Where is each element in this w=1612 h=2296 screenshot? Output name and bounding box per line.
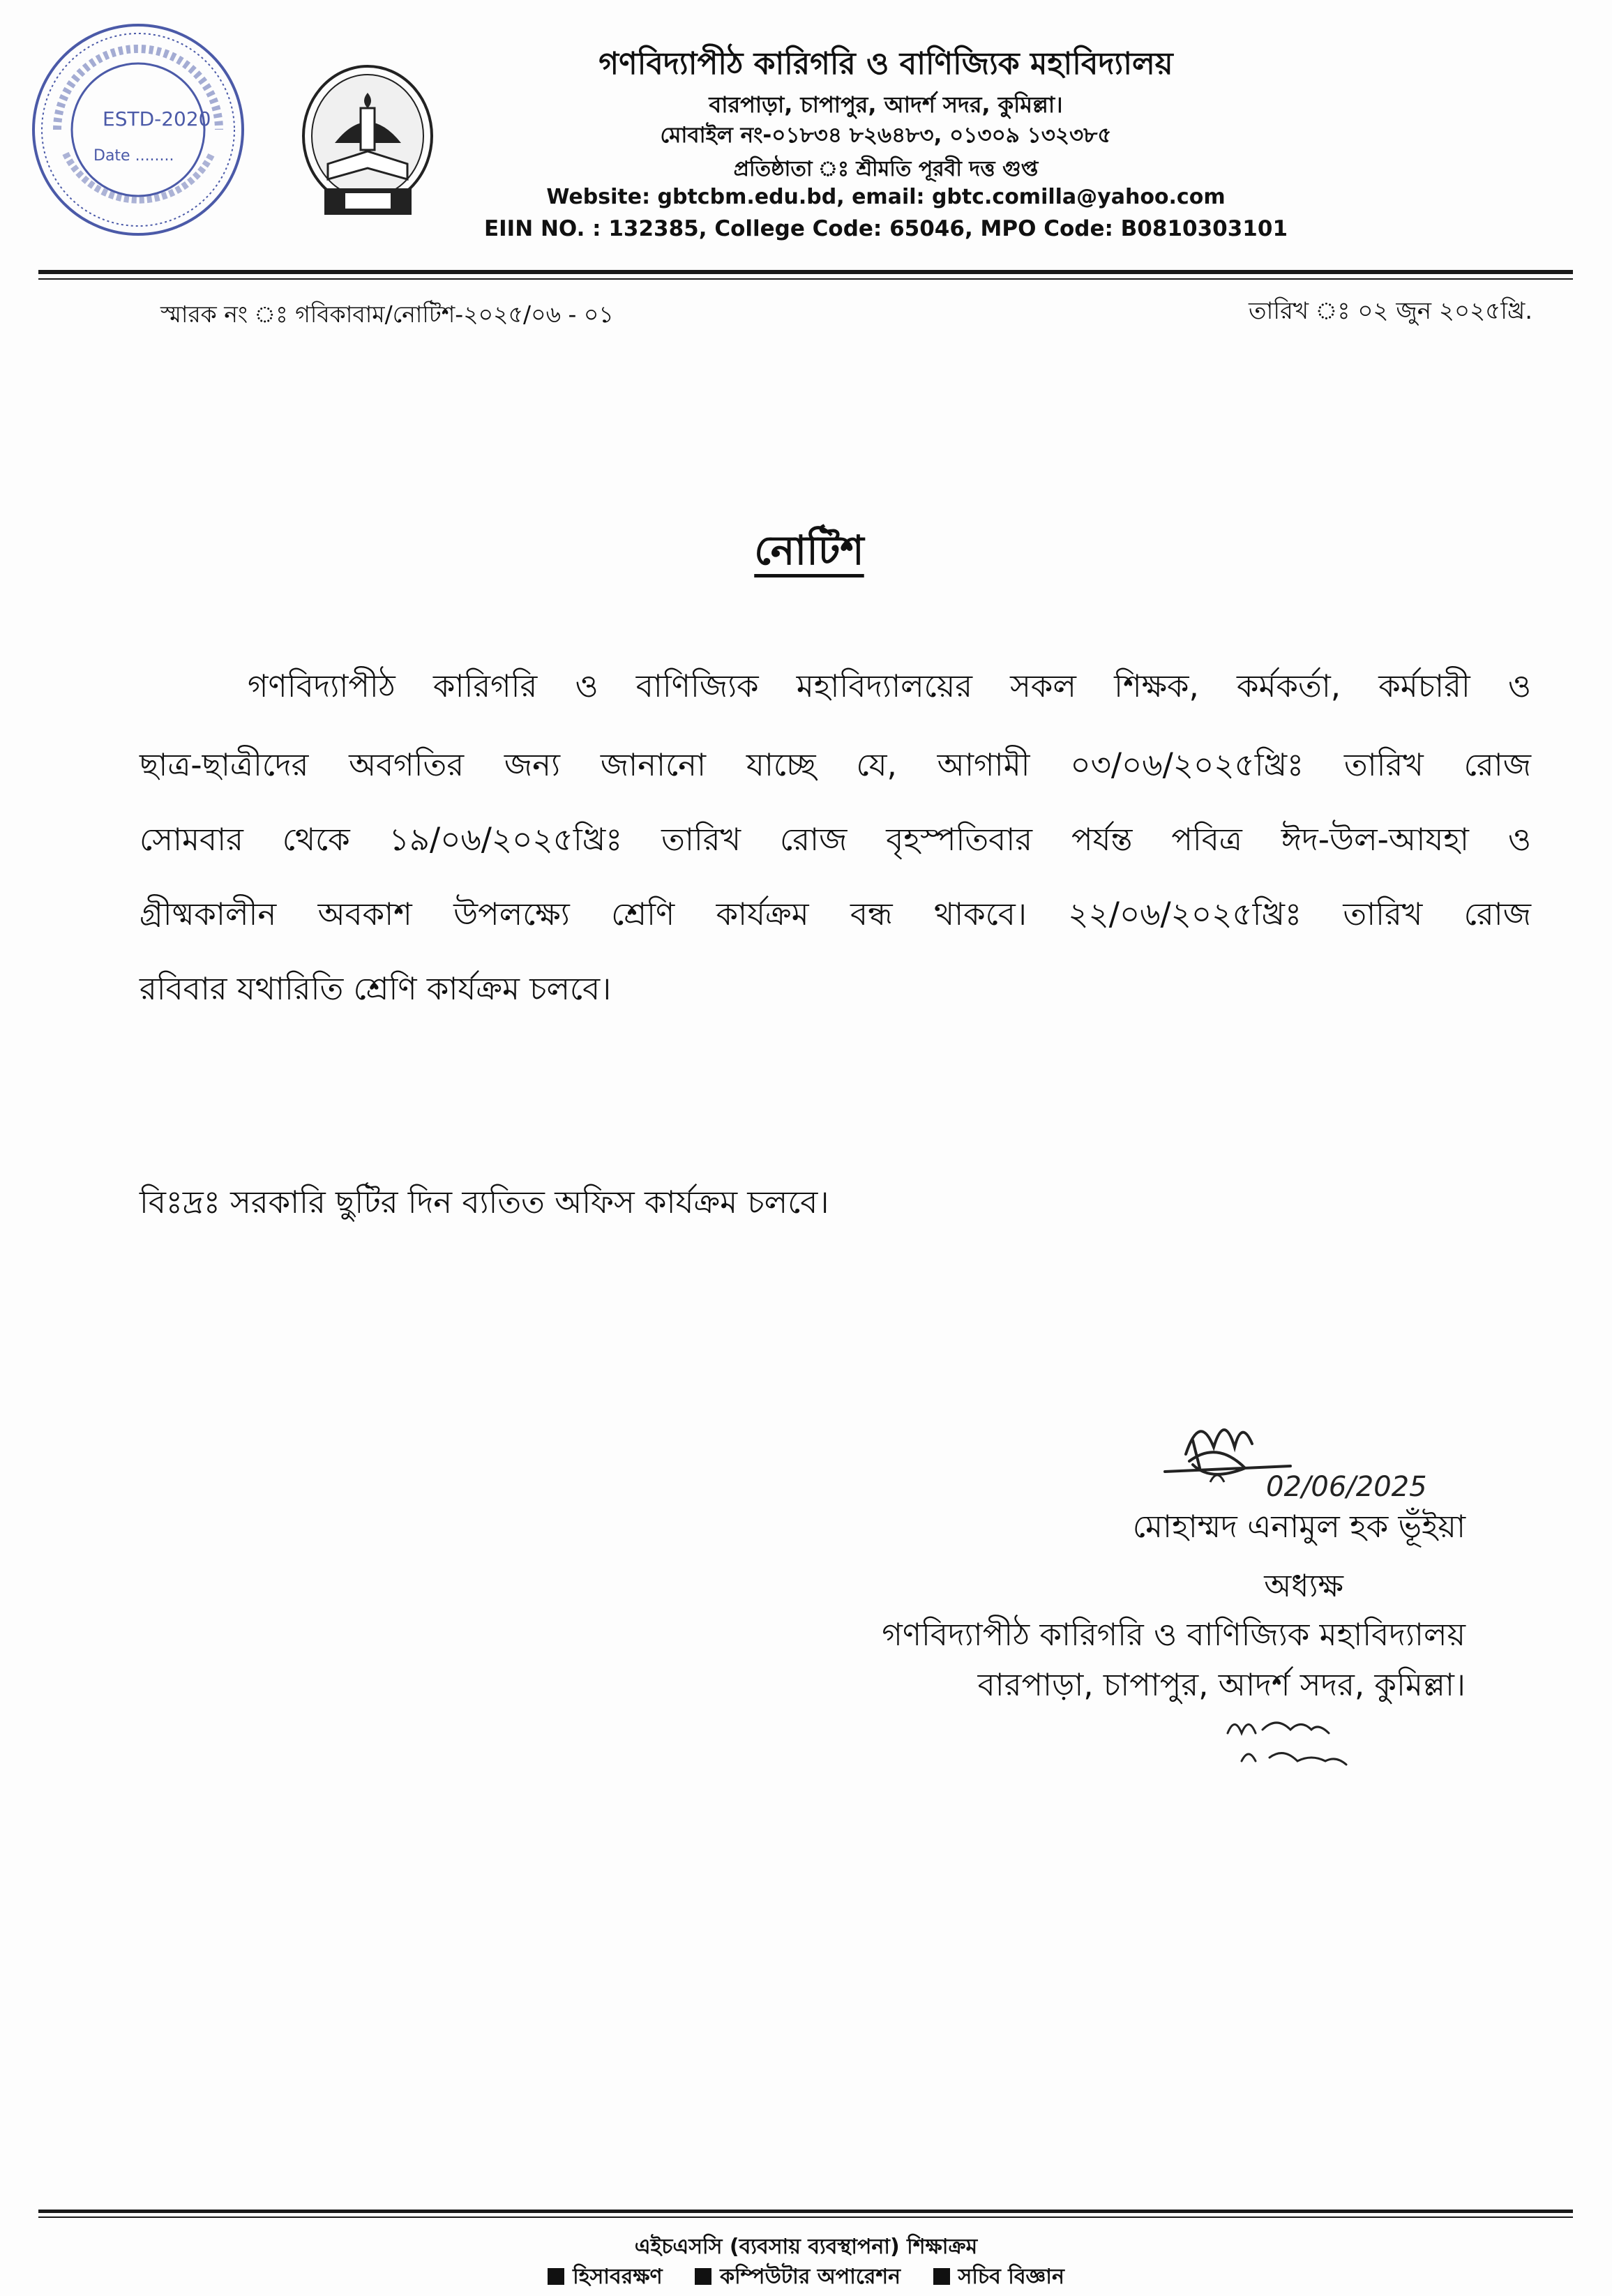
notice-body-line: ছাত্র-ছাত্রীদের অবগতির জন্য জানানো যাচ্ছে যে, আগামী ০৩/০৬/২০২৫খ্রিঃ তারিখ রোজ: [140, 746, 1531, 783]
institution-round-seal: [29, 21, 247, 239]
footer-divider: [38, 2210, 1573, 2213]
bullet-square-icon: [548, 2268, 564, 2285]
seal-date-text: Date ........: [93, 147, 174, 165]
signatory-address: বারপাড়া, চাপাপুর, আদর্শ সদর, কুমিল্লা।: [977, 1666, 1466, 1703]
header-divider: [38, 270, 1573, 274]
college-address: বারপাড়া, চাপাপুর, আদর্শ সদর, কুমিল্লা।: [709, 91, 1063, 118]
principal-signature: [1151, 1391, 1486, 1517]
reference-number: স্মারক নং ঃ গবিকাবাম/নোটিশ-২০২৫/০৬ - ০১: [160, 301, 614, 328]
footer-curriculum-title: এইচএসসি (ব্যবসায় ব্যবস্থাপনা) শিক্ষাক্রম: [634, 2235, 978, 2259]
notice-body-line: গণবিদ্যাপীঠ কারিগরি ও বাণিজ্যিক মহাবিদ্যালয়ের সকল শিক্ষক, কর্মকর্তা, কর্মচারী ও: [248, 667, 1531, 704]
college-logo: [296, 59, 439, 223]
header-divider-thin: [38, 278, 1573, 280]
footer-subject-label: কম্পিউটার অপারেশন: [720, 2265, 901, 2289]
footer-subject-label: হিসাবরক্ষণ: [573, 2265, 663, 2289]
footer-subject-item: [933, 2260, 1064, 2295]
bullet-square-icon: [933, 2268, 950, 2285]
notice-body-line: গ্রীষ্মকালীন অবকাশ উপলক্ষ্যে শ্রেণি কার্যক্রম বন্ধ থাকবে। ২২/০৬/২০২৫খ্রিঃ তারিখ রোজ: [140, 896, 1531, 932]
notice-body-line: সোমবার থেকে ১৯/০৬/২০২৫খ্রিঃ তারিখ রোজ বৃহস্পতিবার পর্যন্ত পবিত্র ঈদ-উল-আযহা ও: [140, 821, 1531, 858]
bullet-square-icon: [695, 2268, 711, 2285]
footer-divider-thin: [38, 2216, 1573, 2218]
footer-subject-label: সচিব বিজ্ঞান: [958, 2265, 1064, 2289]
college-name: গণবিদ্যাপীঠ কারিগরি ও বাণিজ্যিক মহাবিদ্যালয়: [598, 46, 1173, 82]
college-web-email: Website: gbtcbm.edu.bd, email: gbtc.comilla@yahoo.com: [546, 185, 1226, 209]
college-mobile: মোবাইল নং-০১৮৩৪ ৮২৬৪৮৩, ০১৩০৯ ১৩২৩৮৫: [660, 123, 1112, 148]
college-codes: EIIN NO. : 132385, College Code: 65046, MPO Code: B0810303101: [483, 216, 1288, 241]
footer-subject-item: [548, 2260, 663, 2295]
signatory-name: মোহাম্মদ এনামুল হক ভূঁইয়া: [1132, 1508, 1466, 1545]
notice-date: তারিখ ঃ ০২ জুন ২০২৫খ্রি.: [1249, 297, 1533, 325]
notice-body-line: রবিবার যথারিতি শ্রেণি কার্যক্রম চলবে।: [140, 970, 612, 1007]
notice-footnote: বিঃদ্রঃ সরকারি ছুটির দিন ব্যতিত অফিস কার্যক্রম চলবে।: [140, 1184, 829, 1221]
signature-date: 02/06/2025: [1266, 1471, 1427, 1503]
seal-estd-text: ESTD-2020: [103, 107, 211, 130]
footer-subject-list: [0, 2260, 1612, 2295]
footer-subject-item: [695, 2260, 901, 2295]
signatory-role: অধ্যক্ষ: [1264, 1567, 1343, 1604]
handwritten-initials: [1214, 1702, 1423, 1785]
notice-title: নোটিশ: [754, 527, 864, 574]
signatory-institution: গণবিদ্যাপীঠ কারিগরি ও বাণিজ্যিক মহাবিদ্যালয়: [882, 1616, 1466, 1653]
college-founder: প্রতিষ্ঠাতা ঃ শ্রীমতি পূরবী দত্ত গুপ্ত: [733, 157, 1039, 181]
